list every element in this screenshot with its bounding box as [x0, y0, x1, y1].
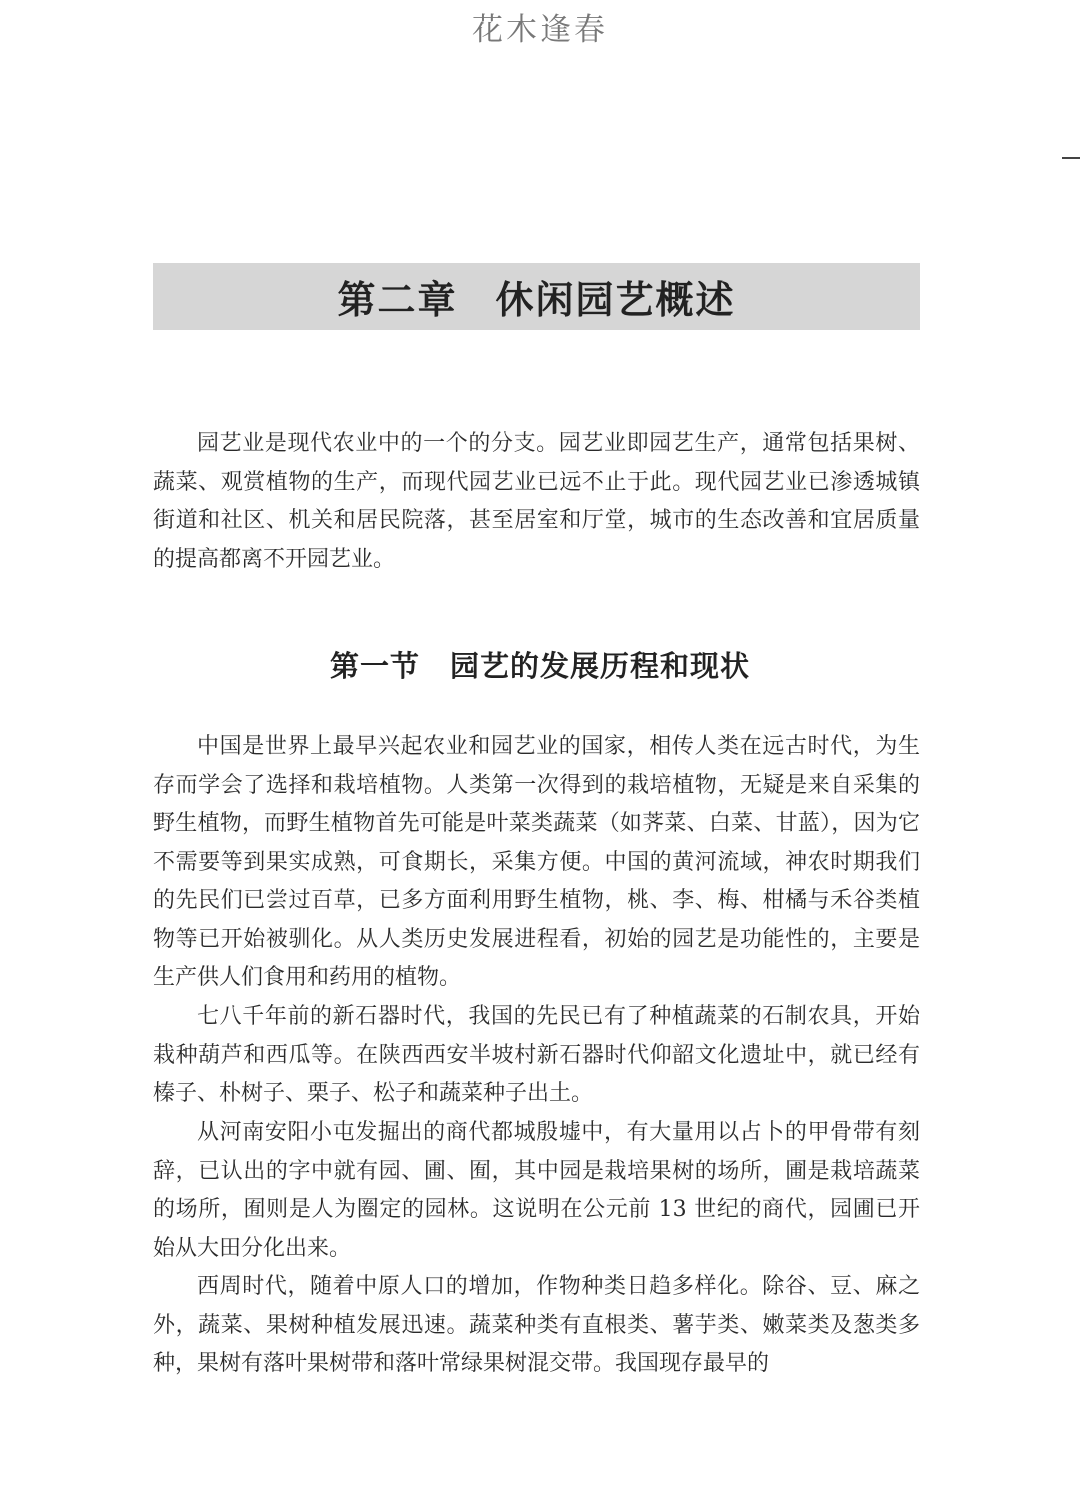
section-number: 第一节 — [329, 649, 420, 683]
chapter-heading-band — [153, 263, 920, 330]
body-paragraph: 中国是世界上最早兴起农业和园艺业的国家，相传人类在远古时代，为生存而学会了选择和栽培植物。人类第一次得到的栽培植物，无疑是来自采集的野生植物，而野生植物首先可能是叶菜类蔬菜（如荠菜、白菜、甘蓝），因为它不需要等到果实成熟，可食期长，采集方便。中国的黄河流域，神农时期我们的先民们已尝过百草，已多方面利用野生植物，桃、李、梅、柑橘与禾谷类植物等已开始被驯化。从人类历史发展进程看，初始的园艺是功能性的，主要是生产供人们食用和药用的植物。 — [153, 734, 920, 990]
body-paragraph: 七八千年前的新石器时代，我国的先民已有了种植蔬菜的石制农具，开始栽种葫芦和西瓜等。在陕西西安半坡村新石器时代仰韶文化遗址中，就已经有榛子、朴树子、栗子、松子和蔬菜种子出土。 — [153, 1004, 920, 1106]
body-paragraph: 西周时代，随着中原人口的增加，作物种类日趋多样化。除谷、豆、麻之外，蔬菜、果树种植发展迅速。蔬菜种类有直根类、薯芋类、嫩菜类及葱类多种，果树有落叶果树带和落叶常绿果树混交带。我国现存最早的 — [153, 1274, 920, 1376]
chapter-heading — [337, 269, 735, 324]
chapter-title: 休闲园艺概述 — [495, 277, 736, 322]
body-paragraph: 从河南安阳小屯发掘出的商代都城殷墟中，有大量用以占卜的甲骨带有刻辞，已认出的字中就有园、圃、囿，其中园是栽培果树的场所，圃是栽培蔬菜的场所，囿则是人为圈定的园林。这说明在公元前 13 世纪的商代，园圃已开始从大田分化出来。 — [153, 1120, 920, 1261]
intro-paragraph: 园艺业是现代农业中的一个的分支。园艺业即园艺生产，通常包括果树、蔬菜、观赏植物的生产，而现代园艺业已远不止于此。现代园艺业已渗透城镇街道和社区、机关和居民院落，甚至居室和厅堂，城市的生态改善和宜居质量的提高都离不开园艺业。 — [153, 431, 920, 572]
running-header-title: 花木逢春 — [472, 12, 608, 48]
section-title: 园艺的发展历程和现状 — [450, 649, 751, 683]
chapter-number: 第二章 — [337, 277, 458, 322]
page-edge-mark — [1062, 157, 1080, 159]
section-heading — [0, 644, 1080, 685]
